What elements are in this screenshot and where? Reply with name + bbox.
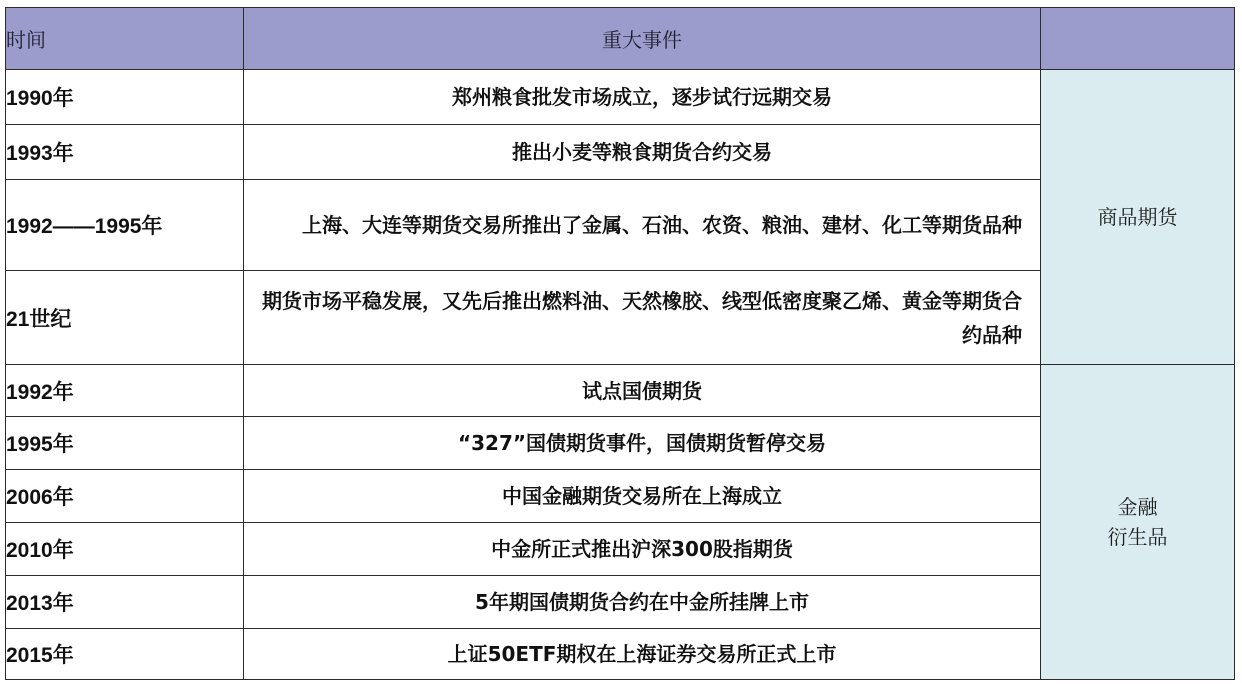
category-label-line2: 衍生品 bbox=[1107, 525, 1168, 549]
year-cell: 1995年 bbox=[6, 417, 244, 470]
event-cell: 郑州粮食批发市场成立，逐步试行远期交易 bbox=[244, 70, 1041, 125]
event-cell: 中金所正式推出沪深300股指期货 bbox=[244, 523, 1041, 576]
category-label: 商品期货 bbox=[1097, 205, 1178, 229]
column-header-event: 重大事件 bbox=[244, 8, 1041, 70]
year-cell: 1992年 bbox=[6, 365, 244, 417]
category-label-line1: 金融 bbox=[1117, 495, 1158, 519]
event-cell: 中国金融期货交易所在上海成立 bbox=[244, 470, 1041, 523]
year-cell: 2010年 bbox=[6, 523, 244, 576]
column-header-time: 时间 bbox=[6, 8, 244, 70]
year-cell: 1992——1995年 bbox=[6, 180, 244, 271]
table-row bbox=[6, 365, 1235, 417]
futures-history-table bbox=[5, 7, 1235, 680]
year-cell: 2013年 bbox=[6, 576, 244, 629]
event-cell: 推出小麦等粮食期货合约交易 bbox=[244, 125, 1041, 180]
category-cell-commodity bbox=[1041, 70, 1235, 365]
event-cell: 上证50ETF期权在上海证券交易所正式上市 bbox=[244, 629, 1041, 680]
year-cell: 2015年 bbox=[6, 629, 244, 680]
event-cell: 上海、大连等期货交易所推出了金属、石油、农资、粮油、建材、化工等期货品种 bbox=[244, 180, 1041, 271]
year-cell: 1990年 bbox=[6, 70, 244, 125]
event-cell: 5年期国债期货合约在中金所挂牌上市 bbox=[244, 576, 1041, 629]
year-cell: 21世纪 bbox=[6, 271, 244, 365]
year-cell: 2006年 bbox=[6, 470, 244, 523]
event-cell: “327”国债期货事件，国债期货暂停交易 bbox=[244, 417, 1041, 470]
table-header-row bbox=[6, 8, 1235, 70]
event-cell: 试点国债期货 bbox=[244, 365, 1041, 417]
table-row bbox=[6, 70, 1235, 125]
year-cell: 1993年 bbox=[6, 125, 244, 180]
column-header-category bbox=[1041, 8, 1235, 70]
event-cell: 期货市场平稳发展，又先后推出燃料油、天然橡胶、线型低密度聚乙烯、黄金等期货合约品种 bbox=[244, 271, 1041, 365]
category-cell-financial bbox=[1041, 365, 1235, 680]
